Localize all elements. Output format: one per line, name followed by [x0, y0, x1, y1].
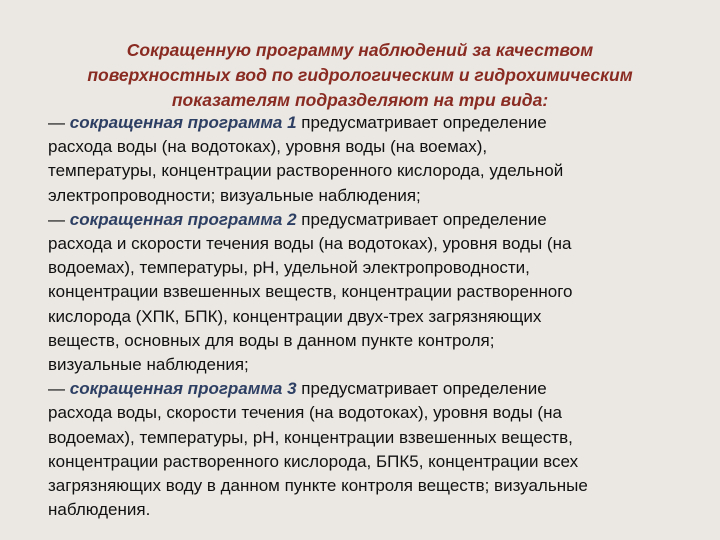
program-item-1 — [48, 111, 698, 208]
item-3-line-4: концентрации растворенного кислорода, БПК5, концентрации всех — [48, 451, 579, 471]
item-3-line-6: наблюдения. — [48, 500, 151, 520]
item-dash: — — [48, 209, 70, 229]
item-1-line-4: электропроводности; визуальные наблюдения; — [48, 185, 421, 205]
item-1-line-3: температуры, концентрации растворенного кислорода, удельной — [48, 161, 564, 181]
slide-heading — [28, 38, 692, 113]
item-3-line-1: предусматривает определение — [296, 379, 547, 399]
heading-line-2: поверхностных вод по гидрологическим и гидрохимическим — [87, 65, 633, 85]
item-dash: — — [48, 113, 70, 132]
program-term-3: сокращенная программа 3 — [69, 379, 297, 399]
program-item-3 — [48, 377, 698, 522]
programs-list — [48, 111, 698, 522]
heading-line-3: показателям подразделяют на три вида: — [171, 90, 549, 110]
item-3-line-5: загрязняющих воду в данном пункте контроля веществ; визуальные — [48, 476, 588, 496]
item-3-line-3: водоемах), температуры, pH, концентрации взвешенных веществ, — [48, 427, 573, 447]
program-term-2: сокращенная программа 2 — [69, 209, 297, 229]
item-2-line-3: водоемах), температуры, pH, удельной электропроводности, — [48, 258, 530, 278]
item-2-line-7: визуальные наблюдения; — [48, 355, 249, 375]
item-2-line-4: концентрации взвешенных веществ, концентрации растворенного — [48, 282, 573, 302]
heading-line-1: Сокращенную программу наблюдений за качеством — [126, 40, 594, 60]
item-2-line-5: кислорода (ХПК, БПК), концентрации двух-трех загрязняющих — [48, 306, 542, 326]
item-2-line-6: веществ, основных для воды в данном пункте контроля; — [48, 330, 495, 350]
program-item-2 — [48, 208, 698, 377]
item-dash: — — [48, 379, 70, 399]
item-2-line-2: расхода и скорости течения воды (на водотоках), уровня воды (на — [48, 234, 572, 254]
item-2-line-1: предусматривает определение — [296, 209, 547, 229]
program-term-1: сокращенная программа 1 — [69, 113, 297, 132]
item-1-line-1: предусматривает определение — [296, 113, 547, 132]
item-1-line-2: расхода воды (на водотоках), уровня воды (на воемах), — [48, 137, 488, 157]
item-3-line-2: расхода воды, скорости течения (на водотоках), уровня воды (на — [48, 403, 562, 423]
